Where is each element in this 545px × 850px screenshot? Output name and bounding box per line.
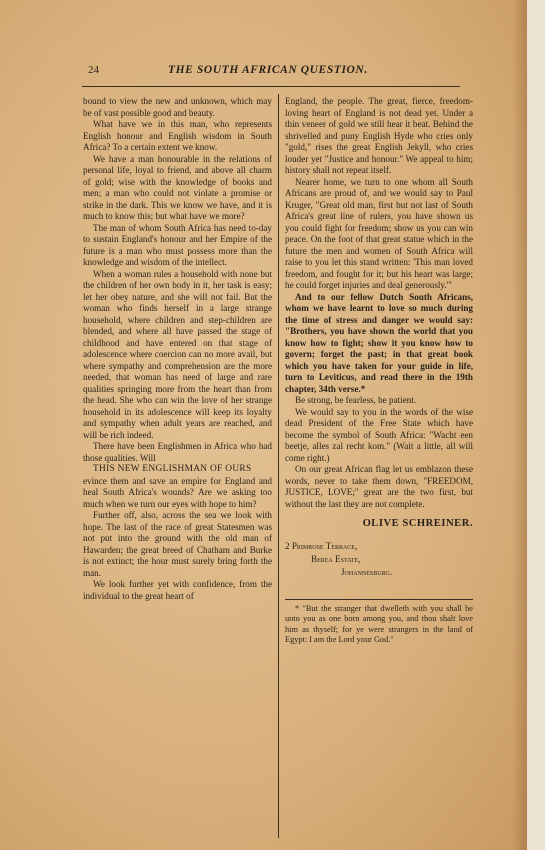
scan-margin [527, 0, 545, 850]
footnote-rule [285, 599, 473, 600]
footnote: * "But the stranger that dwelleth with you shall be unto you as one born among you, and thou shalt love him as thyself; for ye were strangers in the land of Egypt: I am the Lord your God." [285, 603, 473, 645]
running-header [88, 64, 468, 82]
paragraph: When a woman rules a household with none but the children of her own body in it, her task is easy; let her obey nature, and she will not fail. But the woman who finds herself in a large strange household, where children and step-children are blended, and where all have passed the stage of childhood and have entered on that stage of adolescence where coercion can no more avail, but where sympathy and comprehension are the more needed, that woman has need of large and rare qualities springing more from the heart than from the head. She who can win the love of her strange household in its adolescence will keep its loyalty and sympathy when adult years are reached, and will be rich indeed. [83, 268, 272, 440]
paragraph: evince them and save an empire for England and heal South Africa's wounds? Are we asking too much when we turn our eyes with hope to him? [83, 475, 272, 509]
paragraph: Further off, also, across the sea we look with hope. The last of the race of great Statesmen was not put into the ground with the old man of Hawarden; the great breed of Chatham and Burke is not extinct; the hour must surely bring forth the man. [83, 510, 272, 578]
address-line: 2 Primrose Terrace, [285, 540, 358, 551]
caps-heading: THIS NEW ENGLISHMAN OF OURS [93, 464, 252, 474]
paragraph: And to our fellow Dutch South Africans, whom we have learnt to love so much during the time of stress and danger we would say: "Brothers, you have shown the world that you know how to fight; show it you know how to govern; forget the past; in that great book which you have taken for your guide in life, turn to Leviticus, and read there in the 19th chapter, 34th verse.* [285, 291, 473, 394]
address-line: Johannesburg. [341, 566, 393, 577]
paragraph: What have we in this man, who represents English honour and English wisdom in South Africa? To a certain extent we know. [83, 119, 272, 152]
paragraph: We would say to you in the words of the wise dead President of the Free State which have become the symbol of South Africa: "Wacht een beetje, alles zal recht kom." (Wait a little, all will come right.) [285, 406, 473, 463]
author-address [285, 540, 473, 579]
paragraph: We have a man honourable in the relations of personal life, loyal to friend, and above all charm of gold; wise with the knowledge of books and men; a man who could not violate a promise or strike in the dark. This we know we have, and it is much to know this; but what have we more? [83, 153, 272, 221]
paragraph: Be strong, be fearless, be patient. [295, 395, 417, 405]
right-column [285, 96, 473, 646]
page-number: 24 [88, 64, 99, 76]
paragraph: The man of whom South Africa has need to-day to sustain England's honour and her Empire of the future is a man who must possess more than the knowledge and wisdom of the intellect. [83, 222, 272, 267]
paragraph: We look further yet with confidence, from the individual to the great heart of [83, 579, 272, 601]
running-title: THE SOUTH AFRICAN QUESTION. [168, 64, 368, 76]
paragraph: There have been Englishmen in Africa who had those qualities. Will [83, 441, 272, 463]
paragraph: England, the people. The great, fierce, freedom-loving heart of England is not dead yet. Under a thin veneer of gold we still hear it beat. Behind the shrivelled and puny English Hyde who cries only "gold," rises the great English Jekyll, who cries louder yet "Justice and honour." We appeal to him; history shall not repeat itself. [285, 96, 473, 175]
address-line: Berea Estate, [311, 553, 361, 564]
paragraph: bound to view the new and unknown, which may be of vast possible good and beauty. [83, 96, 272, 118]
header-rule [82, 86, 460, 87]
column-divider [278, 94, 279, 838]
author-signature: OLIVE SCHREINER. [362, 518, 473, 529]
paragraph: On our great African flag let us emblazon these words, never to take them down, "FREEDOM, JUSTICE, LOVE;" great are the two first, but without the last they are not complete. [285, 464, 473, 509]
left-column [83, 96, 272, 602]
paragraph: Nearer home, we turn to one whom all South Africans are proud of, and we would say to Paul Kruger, "Great old man, first but not last of South Africa's great line of rulers, you have shown us you could fight for freedom; show us you can win peace. On the foot of that great statue which in the future the men and women of South Africa will raise to you let this stand written: 'This man loved freedom, and fought for it; but his heart was large; he could forget injuries and deal generously.'" [285, 176, 473, 290]
